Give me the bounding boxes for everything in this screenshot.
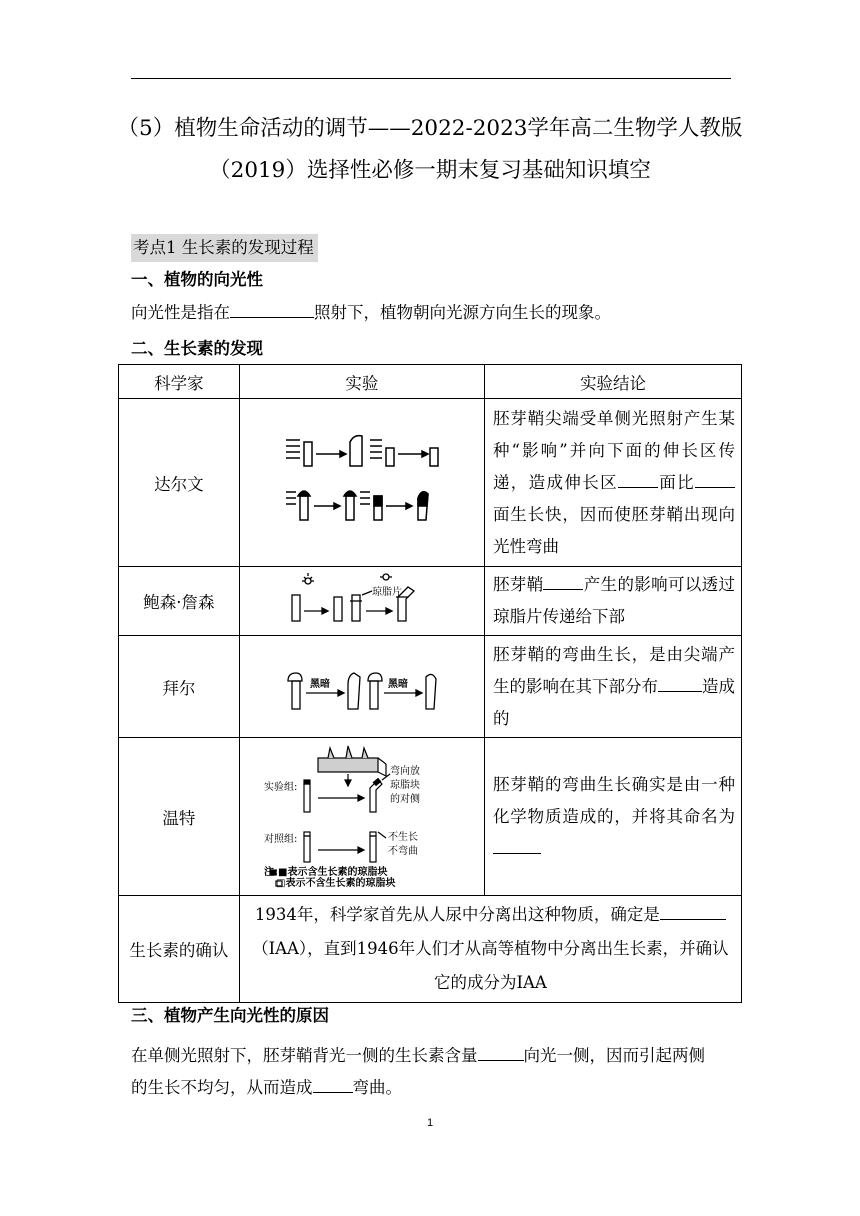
dark-label: 黑暗 [387,678,408,690]
scientist-paal: 拜尔 [119,636,240,738]
header-scientist: 科学家 [119,365,240,399]
fill-blank[interactable] [230,301,314,318]
paal-experiment-figure [282,655,442,715]
note-text: □表示不含生长素的琼脂块 [275,877,396,889]
result-text: 的对侧 [389,793,420,805]
boysen-jensen-experiment-figure [282,569,442,629]
experimental-group-label: 实验组: [263,781,298,793]
conclusion-boysen-jensen [484,567,741,636]
fill-blank[interactable] [493,837,541,854]
fill-blank[interactable] [618,471,658,488]
text-fragment: 造成的 [492,676,736,728]
agar-label: 琼脂片 [371,587,402,598]
figure-boysen-jensen [239,567,484,636]
figure-paal [239,636,484,738]
text-fragment: 的生长不均匀，从而造成 [131,1078,313,1097]
document-title-line2: （2019）选择性必修一期末复习基础知识填空 [209,158,651,183]
result-text: 不弯曲 [387,845,418,857]
conclusion-paal [484,636,741,738]
scientist-confirmation: 生长素的确认 [119,896,240,1003]
row-went [119,738,742,896]
fill-blank[interactable] [658,675,702,692]
text-fragment: 在单侧光照射下，胚芽鞘背光一侧的生长素含量 [131,1046,478,1065]
text-fragment: 胚芽鞘的弯曲生长确实是由一种 化学物质造成的，并将其命名为 [492,774,752,826]
text-fragment: 胚芽鞘 [492,575,544,594]
discovery-table [118,364,752,1003]
text-fragment: 胚芽鞘尖端受单侧光照射产生某种“影响”并向下面的伸长区传递，造成伸长区 [492,408,735,492]
cause-paragraph [131,1040,741,1104]
confirmation-text [239,896,741,1003]
row-boysen-jensen [119,567,742,636]
row-confirmation [119,896,742,1003]
figure-went [239,738,484,896]
result-text: 琼脂块 [389,779,420,791]
conclusion-went [484,738,752,896]
header-conclusion: 实验结论 [484,365,741,399]
figure-darwin [239,399,484,567]
table-header-row [119,365,742,399]
text-fragment: 向光性是指在 [131,303,230,322]
phototropism-sentence [131,301,611,325]
text-fragment: 胚芽鞘的弯曲生长，是由尖端产生的影响在其下部分布 [492,644,735,696]
note-text: 注:■表示含生长素的琼脂块 [263,866,388,878]
fill-blank[interactable] [695,471,735,488]
header-rule [131,78,731,79]
section-tag: 考点1 生长素的发现过程 [131,234,318,262]
conclusion-darwin [484,399,741,567]
text-fragment: 向光一侧，因而引起两侧 [523,1046,705,1065]
result-text: 弯向放 [389,765,420,777]
text-fragment: 产生的影响可以透过琼脂片传递给下部 [492,575,736,626]
fill-blank[interactable] [478,1044,524,1061]
page-number: 1 [426,1117,434,1129]
result-text: 不生长 [387,831,418,843]
text-fragment: （IAA），直到1946年人们才从高等植物中分离出生长素，并确认它的成分为IAA [252,939,729,992]
fill-blank[interactable] [313,1076,353,1093]
darwin-experiment-figure [282,426,442,536]
header-experiment: 实验 [239,365,484,399]
text-fragment: 弯曲。 [352,1078,402,1097]
text-fragment: 面比 [657,472,696,492]
scientist-darwin: 达尔文 [119,399,240,567]
heading-cause: 三、植物产生向光性的原因 [131,1006,329,1025]
fill-blank[interactable] [660,903,726,920]
row-paal [119,636,742,738]
document-title-line1: （5）植物生命活动的调节——2022-2023学年高二生物学人教版 [117,116,743,141]
fill-blank[interactable] [543,573,583,590]
went-experiment-figure [262,740,462,890]
heading-phototropism: 一、植物的向光性 [131,270,263,289]
dark-label: 黑暗 [309,678,330,690]
text-fragment: 1934年，科学家首先从人尿中分离出这种物质，确定是 [254,905,660,924]
scientist-went: 温特 [119,738,240,896]
row-darwin [119,399,742,567]
text-fragment: 面生长快，因而使胚芽鞘出现向光性弯曲 [492,504,735,556]
heading-discovery: 二、生长素的发现 [131,339,263,358]
text-fragment: 照射下，植物朝向光源方向生长的现象。 [314,303,611,322]
scientist-boysen-jensen: 鲍森·詹森 [119,567,240,636]
control-group-label: 对照组: [263,833,298,845]
